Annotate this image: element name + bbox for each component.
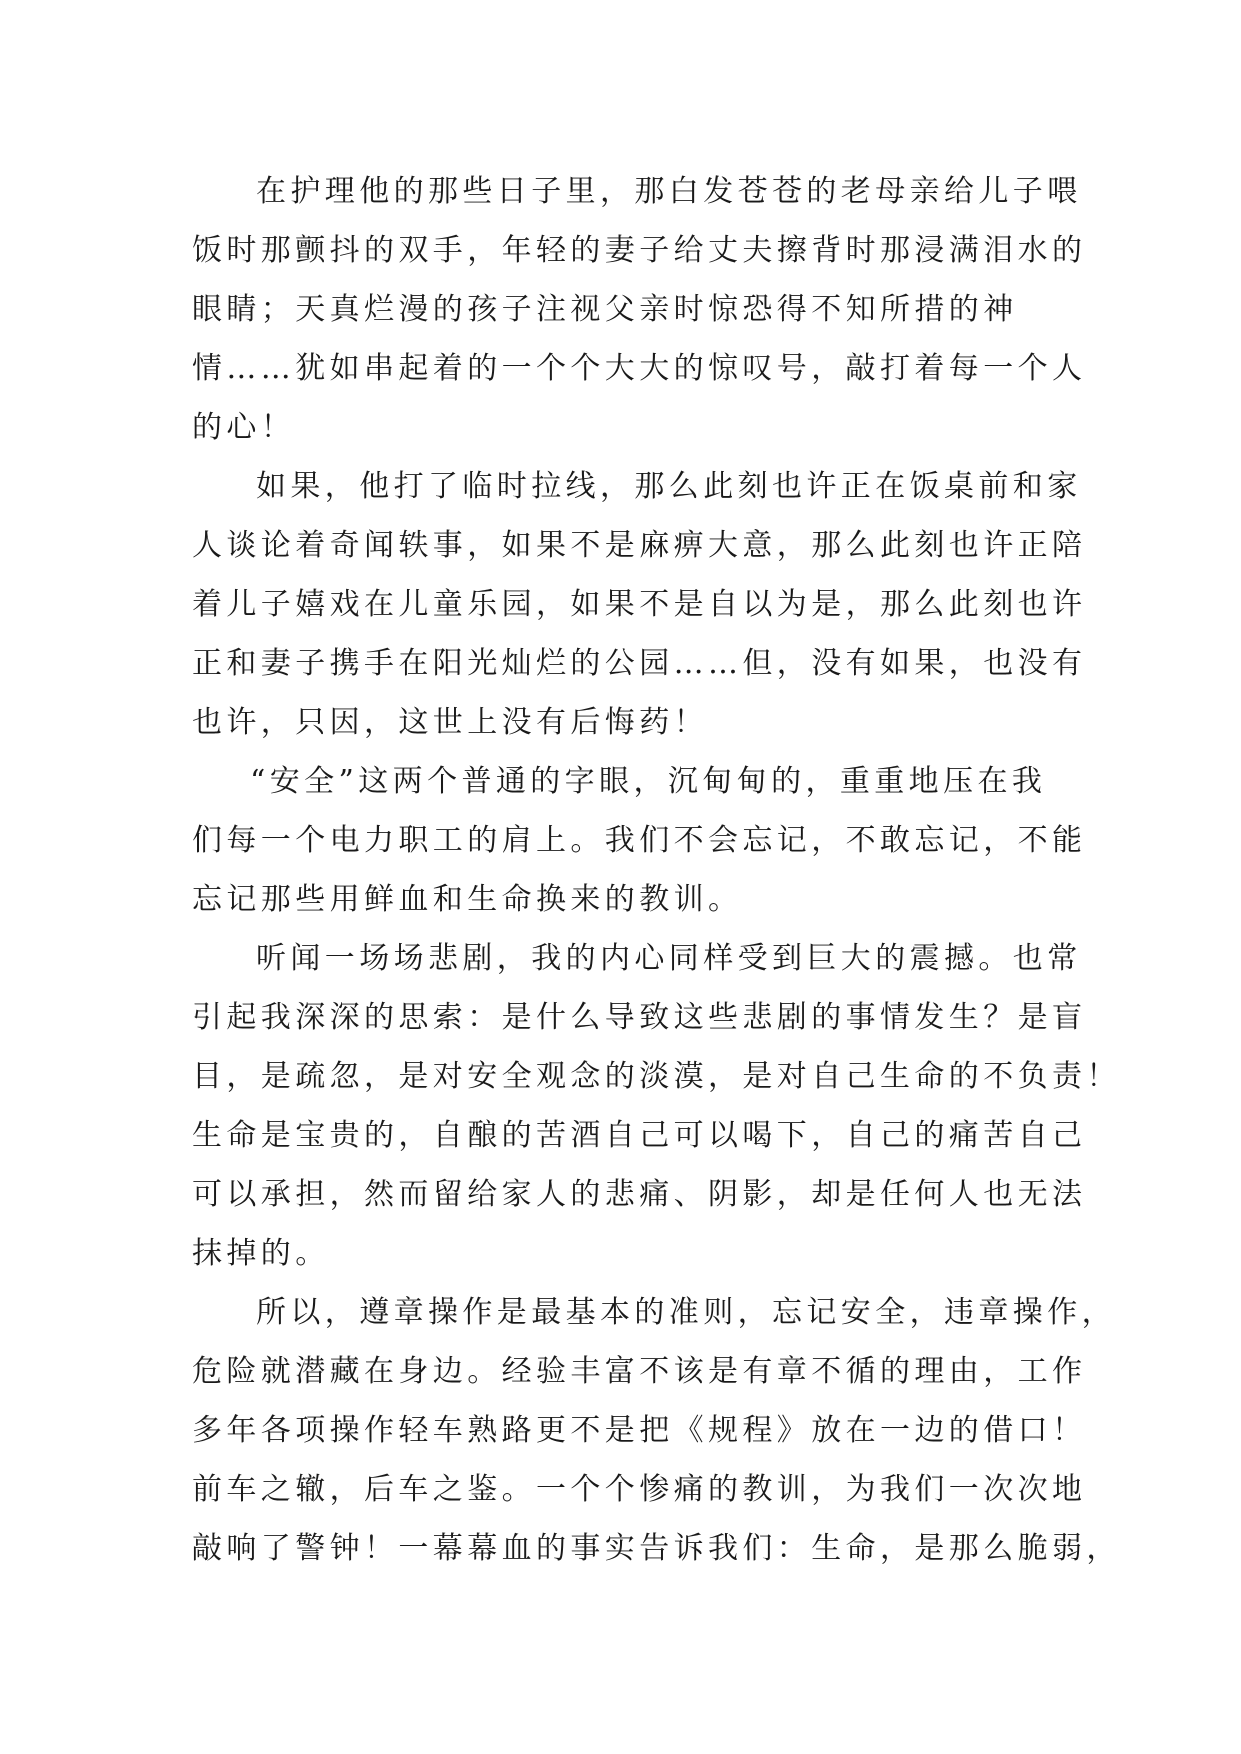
document-body xyxy=(192,162,1121,1578)
text-line: 引起我深深的思索：是什么导致这些悲剧的事情发生？是盲 xyxy=(192,1000,1087,1035)
paragraph-if-only xyxy=(192,457,1087,752)
text-line: 危险就潜藏在身边。经验丰富不该是有章不循的理由，工作 xyxy=(192,1354,1087,1389)
text-line: 所以，遵章操作是最基本的准则，忘记安全，违章操作， xyxy=(256,1295,1116,1330)
text-line: 听闻一场场悲剧，我的内心同样受到巨大的震撼。也常 xyxy=(256,941,1082,976)
text-line: 情……犹如串起着的一个个大大的惊叹号，敲打着每一个人 xyxy=(192,351,1087,386)
paragraph-rules xyxy=(192,1283,1121,1578)
text-line: 的心！ xyxy=(192,410,296,445)
text-line: “安全”这两个普通的字眼，沉甸甸的，重重地压在我 xyxy=(250,764,1047,799)
text-line: 如果，他打了临时拉线，那么此刻也许正在饭桌前和家 xyxy=(256,469,1082,504)
text-line: 人谈论着奇闻轶事，如果不是麻痹大意，那么此刻也许正陪 xyxy=(192,528,1087,563)
text-line: 眼睛；天真烂漫的孩子注视父亲时惊恐得不知所措的神 xyxy=(192,292,1018,327)
text-line: 多年各项操作轻车熟路更不是把《规程》放在一边的借口！ xyxy=(192,1413,1087,1448)
text-line: 目，是疏忽，是对安全观念的淡漠，是对自己生命的不负责！ xyxy=(192,1059,1121,1094)
text-line: 饭时那颤抖的双手，年轻的妻子给丈夫擦背时那浸满泪水的 xyxy=(192,233,1087,268)
text-line: 忘记那些用鲜血和生命换来的教训。 xyxy=(192,882,743,917)
text-line: 可以承担，然而留给家人的悲痛、阴影，却是任何人也无法 xyxy=(192,1177,1087,1212)
paragraph-nursing xyxy=(192,162,1087,457)
text-line: 着儿子嬉戏在儿童乐园，如果不是自以为是，那么此刻也许 xyxy=(192,587,1087,622)
text-line: 抹掉的。 xyxy=(192,1236,330,1271)
text-line: 也许，只因，这世上没有后悔药！ xyxy=(192,705,708,740)
text-line: 们每一个电力职工的肩上。我们不会忘记，不敢忘记，不能 xyxy=(192,823,1087,858)
paragraph-reflection xyxy=(192,929,1121,1283)
text-line: 敲响了警钟！一幕幕血的事实告诉我们：生命，是那么脆弱， xyxy=(192,1531,1121,1566)
text-line: 在护理他的那些日子里，那白发苍苍的老母亲给儿子喂 xyxy=(256,174,1082,209)
paragraph-safety xyxy=(192,752,1087,929)
text-line: 正和妻子携手在阳光灿烂的公园……但，没有如果，也没有 xyxy=(192,646,1087,681)
text-line: 生命是宝贵的，自酿的苦酒自己可以喝下，自己的痛苦自己 xyxy=(192,1118,1087,1153)
text-line: 前车之辙，后车之鉴。一个个惨痛的教训，为我们一次次地 xyxy=(192,1472,1087,1507)
